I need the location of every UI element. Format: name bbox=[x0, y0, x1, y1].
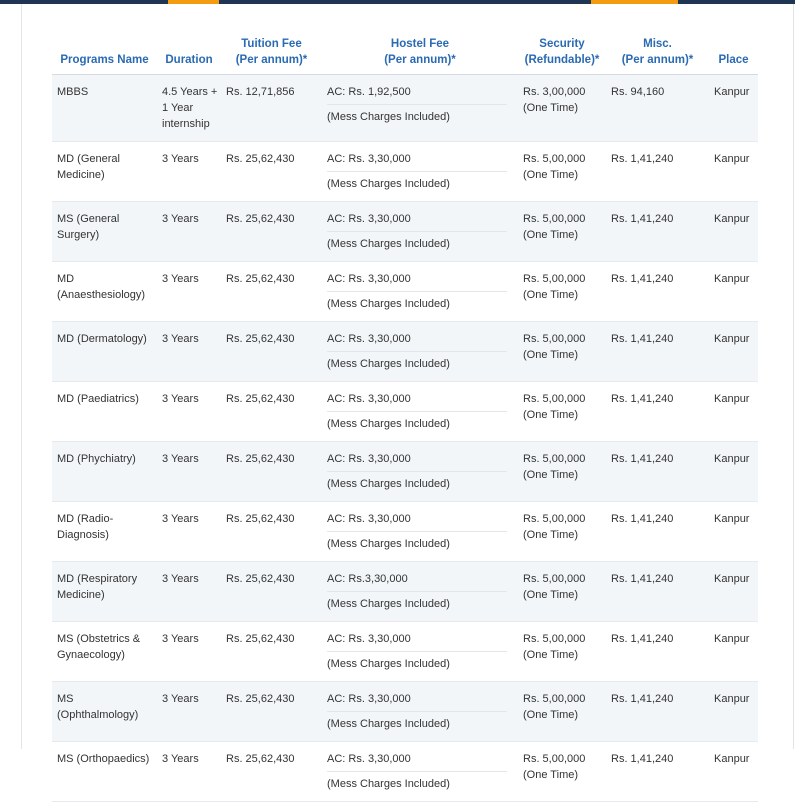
tuition-fee: Rs. 25,62,430 bbox=[221, 622, 322, 682]
table-row bbox=[52, 75, 758, 142]
duration: 3 Years bbox=[157, 202, 221, 262]
hostel-ac-fee: AC: Rs. 3,30,000 bbox=[327, 391, 507, 412]
program-name: MS (General Surgery) bbox=[52, 202, 157, 262]
duration: 3 Years bbox=[157, 742, 221, 802]
hostel-fee bbox=[322, 622, 518, 682]
duration: 3 Years bbox=[157, 682, 221, 742]
tuition-fee: Rs. 25,62,430 bbox=[221, 742, 322, 802]
program-name: MS (Ophthalmology) bbox=[52, 682, 157, 742]
duration: 3 Years bbox=[157, 502, 221, 562]
hostel-mess-note: (Mess Charges Included) bbox=[327, 358, 450, 370]
hostel-fee bbox=[322, 202, 518, 262]
hostel-ac-fee: AC: Rs. 3,30,000 bbox=[327, 151, 507, 172]
hostel-fee bbox=[322, 742, 518, 802]
hostel-ac-fee: AC: Rs. 3,30,000 bbox=[327, 331, 507, 352]
tuition-fee: Rs. 25,62,430 bbox=[221, 262, 322, 322]
hostel-ac-fee: AC: Rs. 3,30,000 bbox=[327, 751, 507, 772]
misc-fee: Rs. 1,41,240 bbox=[606, 142, 709, 202]
fee-structure-table bbox=[52, 28, 758, 802]
tuition-fee: Rs. 25,62,430 bbox=[221, 562, 322, 622]
misc-fee: Rs. 1,41,240 bbox=[606, 742, 709, 802]
table-row bbox=[52, 142, 758, 202]
hostel-mess-note: (Mess Charges Included) bbox=[327, 238, 450, 250]
program-name: MS (Orthopaedics) bbox=[52, 742, 157, 802]
security-deposit: Rs. 5,00,000 (One Time) bbox=[518, 442, 606, 502]
table-row bbox=[52, 742, 758, 802]
table-row bbox=[52, 202, 758, 262]
table-row bbox=[52, 682, 758, 742]
duration: 3 Years bbox=[157, 562, 221, 622]
column-header-security: Security (Refundable)* bbox=[518, 28, 606, 75]
place: Kanpur bbox=[709, 382, 758, 442]
hostel-fee bbox=[322, 322, 518, 382]
tuition-fee: Rs. 25,62,430 bbox=[221, 202, 322, 262]
hostel-ac-fee: AC: Rs. 3,30,000 bbox=[327, 511, 507, 532]
tuition-fee: Rs. 25,62,430 bbox=[221, 382, 322, 442]
duration: 4.5 Years + 1 Year internship bbox=[157, 75, 221, 142]
hostel-mess-note: (Mess Charges Included) bbox=[327, 538, 450, 550]
table-row bbox=[52, 262, 758, 322]
hostel-mess-note: (Mess Charges Included) bbox=[327, 718, 450, 730]
column-header-hostel: Hostel Fee (Per annum)* bbox=[322, 28, 518, 75]
misc-fee: Rs. 1,41,240 bbox=[606, 262, 709, 322]
misc-fee: Rs. 94,160 bbox=[606, 75, 709, 142]
place: Kanpur bbox=[709, 742, 758, 802]
hostel-ac-fee: AC: Rs. 1,92,500 bbox=[327, 84, 507, 105]
place: Kanpur bbox=[709, 682, 758, 742]
security-deposit: Rs. 5,00,000 (One Time) bbox=[518, 562, 606, 622]
tuition-fee: Rs. 25,62,430 bbox=[221, 502, 322, 562]
hostel-mess-note: (Mess Charges Included) bbox=[327, 298, 450, 310]
table-row bbox=[52, 442, 758, 502]
misc-fee: Rs. 1,41,240 bbox=[606, 622, 709, 682]
hostel-fee bbox=[322, 562, 518, 622]
program-name: MD (Respiratory Medicine) bbox=[52, 562, 157, 622]
place: Kanpur bbox=[709, 75, 758, 142]
table-row bbox=[52, 622, 758, 682]
tuition-fee: Rs. 25,62,430 bbox=[221, 142, 322, 202]
hostel-ac-fee: AC: Rs. 3,30,000 bbox=[327, 631, 507, 652]
hostel-ac-fee: AC: Rs.3,30,000 bbox=[327, 571, 507, 592]
security-deposit: Rs. 3,00,000 (One Time) bbox=[518, 75, 606, 142]
security-deposit: Rs. 5,00,000 (One Time) bbox=[518, 682, 606, 742]
hostel-fee bbox=[322, 382, 518, 442]
security-deposit: Rs. 5,00,000 (One Time) bbox=[518, 742, 606, 802]
misc-fee: Rs. 1,41,240 bbox=[606, 382, 709, 442]
duration: 3 Years bbox=[157, 382, 221, 442]
program-name: MD (General Medicine) bbox=[52, 142, 157, 202]
duration: 3 Years bbox=[157, 142, 221, 202]
place: Kanpur bbox=[709, 142, 758, 202]
program-name: MD (Phychiatry) bbox=[52, 442, 157, 502]
security-deposit: Rs. 5,00,000 (One Time) bbox=[518, 502, 606, 562]
security-deposit: Rs. 5,00,000 (One Time) bbox=[518, 382, 606, 442]
misc-fee: Rs. 1,41,240 bbox=[606, 502, 709, 562]
table-header-row bbox=[52, 28, 758, 75]
misc-fee: Rs. 1,41,240 bbox=[606, 202, 709, 262]
hostel-fee bbox=[322, 262, 518, 322]
hostel-mess-note: (Mess Charges Included) bbox=[327, 478, 450, 490]
table-row bbox=[52, 322, 758, 382]
column-header-tuition: Tuition Fee (Per annum)* bbox=[221, 28, 322, 75]
hostel-mess-note: (Mess Charges Included) bbox=[327, 111, 450, 123]
program-name: MD (Radio-Diagnosis) bbox=[52, 502, 157, 562]
program-name: MS (Obstetrics & Gynaecology) bbox=[52, 622, 157, 682]
duration: 3 Years bbox=[157, 622, 221, 682]
misc-fee: Rs. 1,41,240 bbox=[606, 562, 709, 622]
misc-fee: Rs. 1,41,240 bbox=[606, 442, 709, 502]
duration: 3 Years bbox=[157, 322, 221, 382]
misc-fee: Rs. 1,41,240 bbox=[606, 682, 709, 742]
program-name: MD (Anaesthesiology) bbox=[52, 262, 157, 322]
table-row bbox=[52, 562, 758, 622]
place: Kanpur bbox=[709, 502, 758, 562]
place: Kanpur bbox=[709, 202, 758, 262]
duration: 3 Years bbox=[157, 442, 221, 502]
hostel-fee bbox=[322, 75, 518, 142]
hostel-fee bbox=[322, 502, 518, 562]
program-name: MD (Dermatology) bbox=[52, 322, 157, 382]
table-row bbox=[52, 382, 758, 442]
column-header-misc: Misc. (Per annum)* bbox=[606, 28, 709, 75]
place: Kanpur bbox=[709, 622, 758, 682]
hostel-fee bbox=[322, 682, 518, 742]
hostel-mess-note: (Mess Charges Included) bbox=[327, 658, 450, 670]
hostel-fee bbox=[322, 142, 518, 202]
place: Kanpur bbox=[709, 442, 758, 502]
tuition-fee: Rs. 25,62,430 bbox=[221, 442, 322, 502]
hostel-mess-note: (Mess Charges Included) bbox=[327, 178, 450, 190]
place: Kanpur bbox=[709, 262, 758, 322]
misc-fee: Rs. 1,41,240 bbox=[606, 322, 709, 382]
place: Kanpur bbox=[709, 322, 758, 382]
column-header-program: Programs Name bbox=[52, 28, 157, 75]
hostel-ac-fee: AC: Rs. 3,30,000 bbox=[327, 271, 507, 292]
hostel-mess-note: (Mess Charges Included) bbox=[327, 778, 450, 790]
program-name: MBBS bbox=[52, 75, 157, 142]
tuition-fee: Rs. 12,71,856 bbox=[221, 75, 322, 142]
security-deposit: Rs. 5,00,000 (One Time) bbox=[518, 142, 606, 202]
tuition-fee: Rs. 25,62,430 bbox=[221, 322, 322, 382]
security-deposit: Rs. 5,00,000 (One Time) bbox=[518, 202, 606, 262]
place: Kanpur bbox=[709, 562, 758, 622]
hostel-mess-note: (Mess Charges Included) bbox=[327, 418, 450, 430]
duration: 3 Years bbox=[157, 262, 221, 322]
hostel-mess-note: (Mess Charges Included) bbox=[327, 598, 450, 610]
hostel-ac-fee: AC: Rs. 3,30,000 bbox=[327, 451, 507, 472]
hostel-ac-fee: AC: Rs. 3,30,000 bbox=[327, 211, 507, 232]
table-row bbox=[52, 502, 758, 562]
tuition-fee: Rs. 25,62,430 bbox=[221, 682, 322, 742]
security-deposit: Rs. 5,00,000 (One Time) bbox=[518, 622, 606, 682]
hostel-fee bbox=[322, 442, 518, 502]
column-header-place: Place bbox=[709, 28, 758, 75]
security-deposit: Rs. 5,00,000 (One Time) bbox=[518, 322, 606, 382]
hostel-ac-fee: AC: Rs. 3,30,000 bbox=[327, 691, 507, 712]
column-header-duration: Duration bbox=[157, 28, 221, 75]
program-name: MD (Paediatrics) bbox=[52, 382, 157, 442]
security-deposit: Rs. 5,00,000 (One Time) bbox=[518, 262, 606, 322]
